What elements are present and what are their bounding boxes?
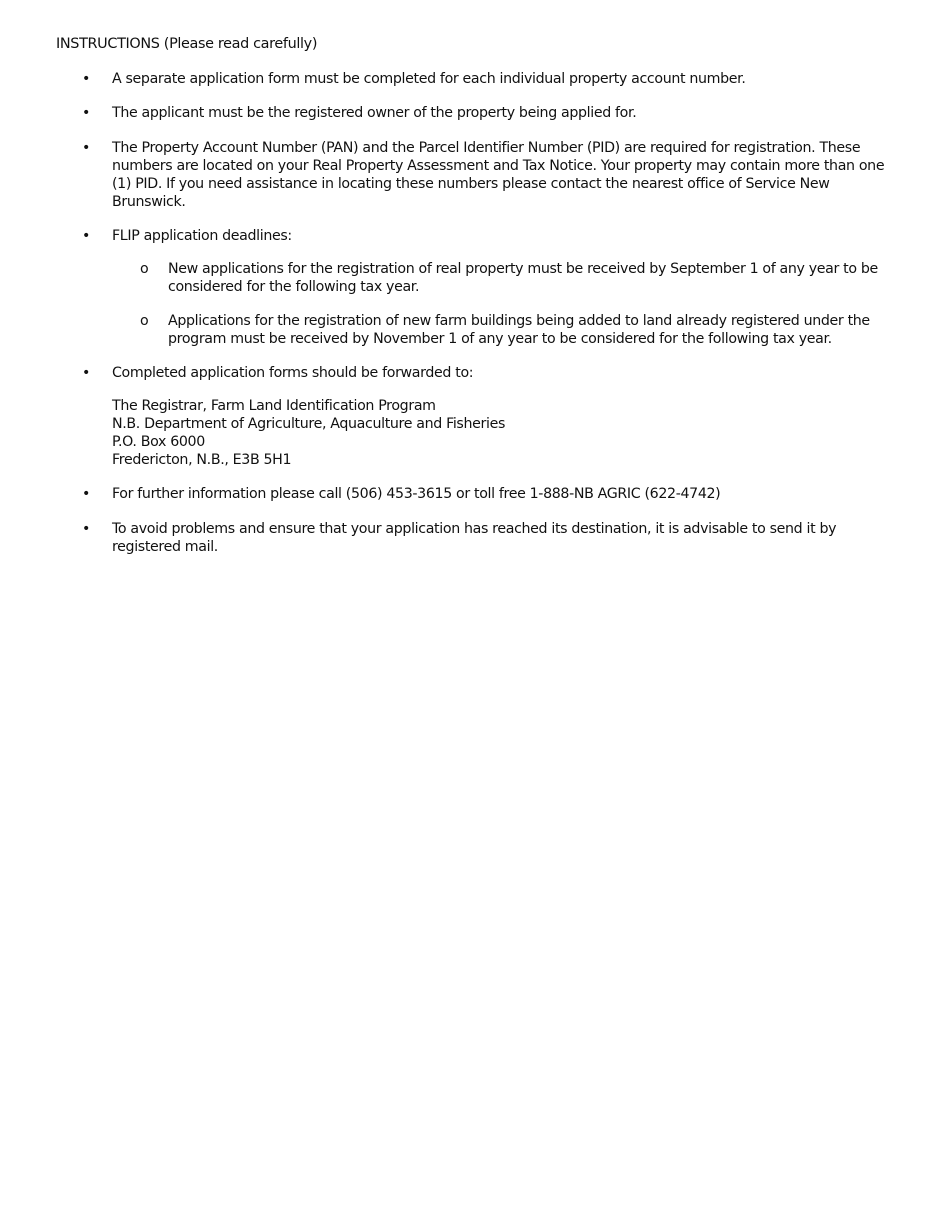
instruction-text: A separate application form must be completed for each individual property account number.	[112, 71, 746, 87]
mailing-address	[112, 397, 612, 469]
instructions-heading: INSTRUCTIONS (Please read carefully)	[56, 36, 318, 52]
instruction-text: The applicant must be the registered owner of the property being applied for.	[112, 105, 637, 121]
address-line: N.B. Department of Agriculture, Aquaculture and Fisheries	[112, 416, 505, 432]
instruction-text: To avoid problems and ensure that your application has reached its destination, it is advisable to send it by registered mail.	[112, 521, 837, 555]
address-line: The Registrar, Farm Land Identification Program	[112, 398, 436, 414]
instruction-text: For further information please call (506) 453-3615 or toll free 1-888-NB AGRIC (622-4742)	[112, 486, 721, 502]
address-line: Fredericton, N.B., E3B 5H1	[112, 452, 292, 468]
bullet-icon: •	[82, 521, 91, 537]
bullet-icon: •	[82, 105, 91, 121]
sub-bullet-icon: o	[140, 313, 149, 329]
instruction-text: The Property Account Number (PAN) and the Parcel Identifier Number (PID) are required for registration. These numbers are located on your Real Property Assessment and Tax Notice. Your property may contain more than one (1) PID. If you need assistance in locating these numbers please contact the nearest office of Service New Brunswick.	[112, 140, 885, 210]
deadline-text: New applications for the registration of real property must be received by September 1 of any year to be considered for the following tax year.	[168, 261, 878, 295]
instruction-text: FLIP application deadlines:	[112, 228, 292, 244]
bullet-icon: •	[82, 71, 91, 87]
deadline-text: Applications for the registration of new farm buildings being added to land already registered under the program must be received by November 1 of any year to be considered for the following tax year.	[168, 313, 870, 347]
sub-bullet-icon: o	[140, 261, 149, 277]
instruction-text: Completed application forms should be forwarded to:	[112, 365, 474, 381]
address-line: P.O. Box 6000	[112, 434, 205, 450]
bullet-icon: •	[82, 365, 91, 381]
bullet-icon: •	[82, 140, 91, 156]
bullet-icon: •	[82, 486, 91, 502]
bullet-icon: •	[82, 228, 91, 244]
